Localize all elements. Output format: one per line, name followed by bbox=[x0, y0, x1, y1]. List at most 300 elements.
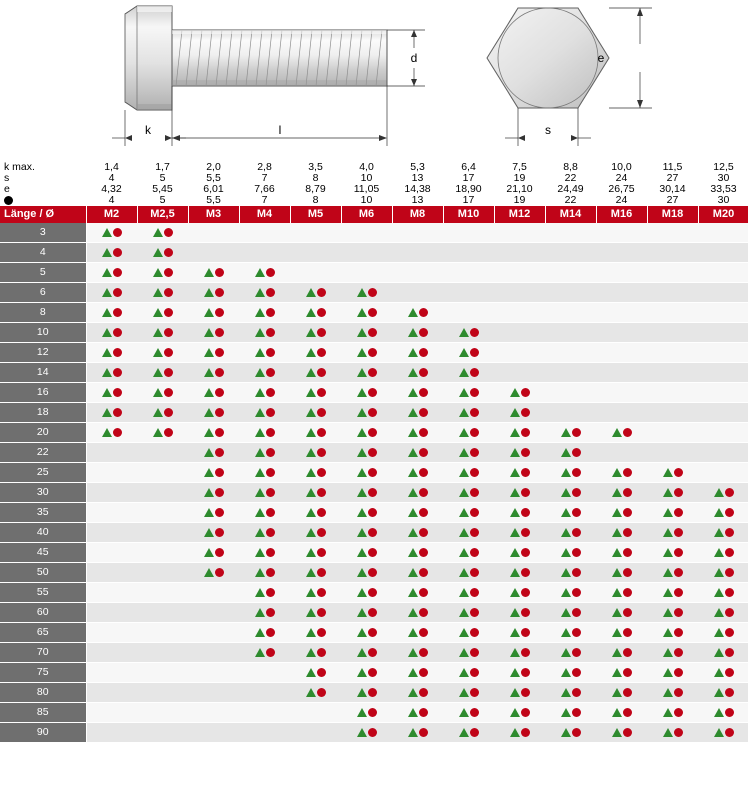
availability-cell bbox=[239, 343, 290, 363]
triangle-icon bbox=[612, 428, 622, 437]
availability-cell bbox=[239, 563, 290, 583]
triangle-icon bbox=[612, 488, 622, 497]
circle-icon bbox=[470, 588, 479, 597]
spec-value: 7 bbox=[261, 194, 268, 206]
triangle-icon bbox=[510, 448, 520, 457]
availability-cell bbox=[341, 323, 392, 343]
available-marker bbox=[204, 507, 224, 518]
availability-cell bbox=[86, 543, 137, 563]
available-marker bbox=[102, 367, 122, 378]
available-marker bbox=[459, 587, 479, 598]
availability-cell bbox=[647, 423, 698, 443]
table-row bbox=[0, 643, 748, 663]
circle-icon bbox=[623, 588, 632, 597]
spec-value: 10 bbox=[360, 172, 373, 184]
triangle-icon bbox=[255, 368, 265, 377]
triangle-icon bbox=[102, 348, 112, 357]
available-marker bbox=[357, 307, 377, 318]
triangle-icon bbox=[561, 628, 571, 637]
triangle-icon bbox=[459, 408, 469, 417]
availability-cell bbox=[290, 563, 341, 583]
available-marker bbox=[714, 507, 734, 518]
available-marker bbox=[459, 407, 479, 418]
circle-icon bbox=[113, 268, 122, 277]
available-marker bbox=[663, 687, 683, 698]
triangle-icon bbox=[714, 708, 724, 717]
spec-value: 21,10 bbox=[506, 183, 533, 195]
table-row bbox=[0, 663, 748, 683]
available-marker bbox=[510, 687, 530, 698]
available-marker bbox=[357, 687, 377, 698]
triangle-icon bbox=[510, 708, 520, 717]
available-marker bbox=[408, 567, 428, 578]
triangle-icon bbox=[357, 508, 367, 517]
circle-icon bbox=[113, 408, 122, 417]
availability-cell bbox=[443, 703, 494, 723]
available-marker bbox=[510, 407, 530, 418]
triangle-icon bbox=[561, 608, 571, 617]
availability-cell bbox=[341, 623, 392, 643]
triangle-icon bbox=[306, 508, 316, 517]
availability-cell bbox=[494, 543, 545, 563]
availability-cell bbox=[545, 363, 596, 383]
triangle-icon bbox=[510, 608, 520, 617]
circle-icon bbox=[572, 588, 581, 597]
triangle-icon bbox=[357, 708, 367, 717]
availability-cell bbox=[443, 323, 494, 343]
circle-icon bbox=[266, 588, 275, 597]
available-marker bbox=[510, 507, 530, 518]
availability-cell bbox=[239, 683, 290, 703]
table-row bbox=[0, 443, 748, 463]
available-marker bbox=[204, 367, 224, 378]
circle-icon bbox=[368, 428, 377, 437]
availability-cell bbox=[443, 343, 494, 363]
availability-cell bbox=[647, 443, 698, 463]
available-marker bbox=[561, 507, 581, 518]
table-row bbox=[0, 563, 748, 583]
availability-cell bbox=[137, 583, 188, 603]
table-row bbox=[0, 543, 748, 563]
availability-cell bbox=[188, 643, 239, 663]
availability-cell bbox=[494, 603, 545, 623]
triangle-icon bbox=[663, 688, 673, 697]
availability-cell bbox=[188, 443, 239, 463]
triangle-icon bbox=[561, 488, 571, 497]
triangle-icon bbox=[663, 728, 673, 737]
circle-icon bbox=[674, 688, 683, 697]
available-marker bbox=[561, 607, 581, 618]
availability-cell bbox=[341, 683, 392, 703]
availability-cell bbox=[137, 703, 188, 723]
available-marker bbox=[357, 487, 377, 498]
availability-cell bbox=[647, 243, 698, 263]
availability-cell bbox=[545, 603, 596, 623]
circle-icon bbox=[113, 248, 122, 257]
available-marker bbox=[102, 407, 122, 418]
circle-icon bbox=[674, 628, 683, 637]
available-marker bbox=[714, 707, 734, 718]
triangle-icon bbox=[408, 528, 418, 537]
triangle-icon bbox=[357, 488, 367, 497]
availability-cell bbox=[86, 243, 137, 263]
circle-icon bbox=[572, 508, 581, 517]
available-marker bbox=[255, 547, 275, 558]
circle-icon bbox=[215, 448, 224, 457]
spec-value: 30,14 bbox=[659, 183, 686, 195]
availability-cell bbox=[443, 463, 494, 483]
availability-cell bbox=[392, 643, 443, 663]
availability-cell bbox=[596, 523, 647, 543]
circle-icon bbox=[521, 708, 530, 717]
available-marker bbox=[357, 387, 377, 398]
triangle-icon bbox=[102, 428, 112, 437]
circle-icon bbox=[470, 648, 479, 657]
triangle-icon bbox=[714, 628, 724, 637]
triangle-icon bbox=[561, 588, 571, 597]
triangle-icon bbox=[510, 628, 520, 637]
triangle-icon bbox=[255, 268, 265, 277]
circle-icon bbox=[572, 448, 581, 457]
circle-icon bbox=[113, 328, 122, 337]
triangle-icon bbox=[255, 448, 265, 457]
triangle-icon bbox=[153, 408, 163, 417]
triangle-icon bbox=[255, 388, 265, 397]
circle-icon bbox=[215, 468, 224, 477]
circle-icon bbox=[419, 608, 428, 617]
availability-cell bbox=[698, 283, 748, 303]
available-marker bbox=[408, 447, 428, 458]
row-length-label: 30 bbox=[0, 483, 86, 503]
circle-icon bbox=[215, 268, 224, 277]
availability-cell bbox=[86, 263, 137, 283]
triangle-icon bbox=[459, 448, 469, 457]
availability-cell bbox=[392, 243, 443, 263]
availability-cell bbox=[545, 503, 596, 523]
availability-cell bbox=[239, 363, 290, 383]
available-marker bbox=[663, 607, 683, 618]
triangle-icon bbox=[102, 268, 112, 277]
availability-cell bbox=[239, 223, 290, 243]
available-marker bbox=[612, 427, 632, 438]
availability-cell bbox=[290, 583, 341, 603]
availability-cell bbox=[239, 263, 290, 283]
availability-cell bbox=[341, 583, 392, 603]
row-length-label: 22 bbox=[0, 443, 86, 463]
triangle-icon bbox=[357, 648, 367, 657]
availability-cell bbox=[137, 323, 188, 343]
circle-icon bbox=[572, 708, 581, 717]
availability-cell bbox=[698, 423, 748, 443]
circle-icon bbox=[725, 548, 734, 557]
triangle-icon bbox=[459, 648, 469, 657]
circle-icon bbox=[623, 708, 632, 717]
triangle-icon bbox=[714, 488, 724, 497]
triangle-icon bbox=[561, 688, 571, 697]
triangle-icon bbox=[306, 328, 316, 337]
circle-icon bbox=[164, 368, 173, 377]
available-marker bbox=[306, 347, 326, 358]
availability-cell bbox=[290, 223, 341, 243]
spec-value: 4 bbox=[108, 172, 115, 184]
triangle-icon bbox=[204, 308, 214, 317]
availability-cell bbox=[86, 223, 137, 243]
triangle-icon bbox=[663, 708, 673, 717]
circle-icon bbox=[266, 288, 275, 297]
triangle-icon bbox=[306, 468, 316, 477]
available-marker bbox=[306, 367, 326, 378]
triangle-icon bbox=[255, 548, 265, 557]
available-marker bbox=[306, 547, 326, 558]
circle-icon bbox=[266, 628, 275, 637]
availability-cell bbox=[647, 303, 698, 323]
triangle-icon bbox=[408, 308, 418, 317]
triangle-icon bbox=[459, 368, 469, 377]
availability-cell bbox=[188, 223, 239, 243]
availability-cell bbox=[494, 343, 545, 363]
availability-cell bbox=[86, 343, 137, 363]
availability-cell bbox=[341, 443, 392, 463]
circle-icon bbox=[419, 308, 428, 317]
availability-cell bbox=[545, 243, 596, 263]
availability-cell bbox=[494, 323, 545, 343]
table-row bbox=[0, 263, 748, 283]
triangle-icon bbox=[204, 388, 214, 397]
available-marker bbox=[204, 307, 224, 318]
available-marker bbox=[102, 347, 122, 358]
availability-cell bbox=[494, 303, 545, 323]
circle-icon bbox=[368, 608, 377, 617]
available-marker bbox=[510, 447, 530, 458]
availability-cell bbox=[392, 623, 443, 643]
availability-cell bbox=[86, 303, 137, 323]
triangle-icon bbox=[408, 608, 418, 617]
triangle-icon bbox=[255, 608, 265, 617]
triangle-icon bbox=[204, 328, 214, 337]
availability-cell bbox=[494, 403, 545, 423]
available-marker bbox=[255, 487, 275, 498]
availability-cell bbox=[698, 303, 748, 323]
availability-cell bbox=[341, 283, 392, 303]
bolt-size-table bbox=[0, 162, 748, 743]
circle-icon bbox=[470, 348, 479, 357]
availability-cell bbox=[698, 323, 748, 343]
circle-icon bbox=[419, 728, 428, 737]
availability-cell bbox=[239, 443, 290, 463]
circle-icon bbox=[572, 468, 581, 477]
availability-cell bbox=[494, 643, 545, 663]
circle-icon bbox=[521, 688, 530, 697]
circle-icon bbox=[215, 568, 224, 577]
triangle-icon bbox=[561, 648, 571, 657]
row-length-label: 14 bbox=[0, 363, 86, 383]
availability-cell bbox=[545, 583, 596, 603]
availability-cell bbox=[545, 523, 596, 543]
availability-cell bbox=[86, 323, 137, 343]
circle-icon bbox=[317, 508, 326, 517]
availability-cell bbox=[443, 403, 494, 423]
availability-cell bbox=[596, 723, 647, 743]
availability-cell bbox=[341, 243, 392, 263]
available-marker bbox=[204, 567, 224, 578]
dim-d-label: d bbox=[410, 51, 418, 65]
available-marker bbox=[153, 247, 173, 258]
spec-value: 17 bbox=[462, 172, 475, 184]
circle-icon bbox=[725, 668, 734, 677]
availability-cell bbox=[86, 503, 137, 523]
spec-value: 8 bbox=[312, 194, 319, 206]
available-marker bbox=[204, 267, 224, 278]
circle-icon bbox=[725, 648, 734, 657]
circle-icon bbox=[113, 308, 122, 317]
availability-cell bbox=[290, 703, 341, 723]
table-row bbox=[0, 343, 748, 363]
available-marker bbox=[306, 447, 326, 458]
availability-cell bbox=[698, 623, 748, 643]
triangle-icon bbox=[204, 488, 214, 497]
table-row bbox=[0, 283, 748, 303]
available-marker bbox=[357, 647, 377, 658]
availability-cell bbox=[545, 483, 596, 503]
availability-cell bbox=[596, 683, 647, 703]
available-marker bbox=[153, 347, 173, 358]
available-marker bbox=[357, 287, 377, 298]
available-marker bbox=[408, 387, 428, 398]
availability-cell bbox=[341, 663, 392, 683]
availability-cell bbox=[392, 483, 443, 503]
available-marker bbox=[714, 527, 734, 538]
triangle-icon bbox=[612, 668, 622, 677]
triangle-icon bbox=[561, 708, 571, 717]
triangle-icon bbox=[612, 608, 622, 617]
circle-icon bbox=[215, 428, 224, 437]
circle-icon bbox=[266, 428, 275, 437]
available-marker bbox=[561, 467, 581, 478]
available-marker bbox=[459, 487, 479, 498]
available-marker bbox=[459, 707, 479, 718]
available-marker bbox=[459, 547, 479, 558]
circle-icon bbox=[470, 328, 479, 337]
availability-cell bbox=[137, 623, 188, 643]
circle-icon bbox=[725, 728, 734, 737]
available-marker bbox=[255, 647, 275, 658]
available-marker bbox=[408, 647, 428, 658]
triangle-icon bbox=[459, 468, 469, 477]
table-header-row bbox=[0, 206, 748, 223]
availability-cell bbox=[647, 343, 698, 363]
header-column-m4: M4 bbox=[239, 206, 290, 223]
triangle-icon bbox=[306, 568, 316, 577]
triangle-icon bbox=[561, 548, 571, 557]
triangle-icon bbox=[459, 588, 469, 597]
triangle-icon bbox=[153, 368, 163, 377]
triangle-icon bbox=[255, 428, 265, 437]
availability-cell bbox=[188, 323, 239, 343]
circle-icon bbox=[215, 528, 224, 537]
triangle-icon bbox=[459, 328, 469, 337]
availability-cell bbox=[545, 223, 596, 243]
available-marker bbox=[255, 407, 275, 418]
triangle-icon bbox=[510, 568, 520, 577]
row-length-label: 18 bbox=[0, 403, 86, 423]
triangle-icon bbox=[357, 668, 367, 677]
available-marker bbox=[357, 447, 377, 458]
triangle-icon bbox=[510, 528, 520, 537]
availability-cell bbox=[341, 603, 392, 623]
available-marker bbox=[204, 527, 224, 538]
availability-cell bbox=[239, 503, 290, 523]
circle-icon bbox=[725, 688, 734, 697]
triangle-icon bbox=[357, 568, 367, 577]
availability-cell bbox=[137, 423, 188, 443]
circle-icon bbox=[368, 468, 377, 477]
availability-cell bbox=[443, 443, 494, 463]
availability-cell bbox=[290, 623, 341, 643]
availability-cell bbox=[698, 703, 748, 723]
availability-cell bbox=[494, 483, 545, 503]
available-marker bbox=[408, 607, 428, 618]
availability-cell bbox=[698, 403, 748, 423]
circle-icon bbox=[215, 288, 224, 297]
availability-cell bbox=[443, 563, 494, 583]
availability-cell bbox=[596, 483, 647, 503]
spec-value: 7,66 bbox=[254, 183, 275, 195]
circle-icon bbox=[419, 448, 428, 457]
availability-cell bbox=[392, 263, 443, 283]
available-marker bbox=[459, 607, 479, 618]
availability-cell bbox=[188, 523, 239, 543]
triangle-icon bbox=[357, 368, 367, 377]
available-marker bbox=[459, 367, 479, 378]
circle-icon bbox=[470, 608, 479, 617]
available-marker bbox=[408, 487, 428, 498]
circle-icon bbox=[215, 308, 224, 317]
available-marker bbox=[306, 667, 326, 678]
availability-cell bbox=[137, 603, 188, 623]
available-marker bbox=[612, 527, 632, 538]
availability-cell bbox=[698, 263, 748, 283]
available-marker bbox=[561, 687, 581, 698]
triangle-icon bbox=[306, 688, 316, 697]
availability-cell bbox=[647, 543, 698, 563]
table-row bbox=[0, 523, 748, 543]
circle-icon bbox=[572, 548, 581, 557]
available-marker bbox=[714, 727, 734, 738]
availability-cell bbox=[494, 463, 545, 483]
row-length-label: 20 bbox=[0, 423, 86, 443]
spec-value: 6,01 bbox=[203, 183, 224, 195]
available-marker bbox=[255, 467, 275, 478]
availability-cell bbox=[392, 443, 443, 463]
header-column-m6: M6 bbox=[341, 206, 392, 223]
circle-icon bbox=[470, 508, 479, 517]
circle-icon bbox=[113, 348, 122, 357]
availability-cell bbox=[239, 623, 290, 643]
availability-cell bbox=[443, 663, 494, 683]
spec-value: 7,5 bbox=[512, 161, 527, 173]
table-row bbox=[0, 223, 748, 243]
available-marker bbox=[357, 407, 377, 418]
availability-cell bbox=[596, 603, 647, 623]
triangle-icon bbox=[714, 508, 724, 517]
circle-icon bbox=[674, 608, 683, 617]
available-marker bbox=[510, 427, 530, 438]
availability-cell bbox=[545, 643, 596, 663]
available-marker bbox=[714, 547, 734, 558]
available-marker bbox=[357, 627, 377, 638]
available-marker bbox=[255, 447, 275, 458]
available-marker bbox=[459, 667, 479, 678]
